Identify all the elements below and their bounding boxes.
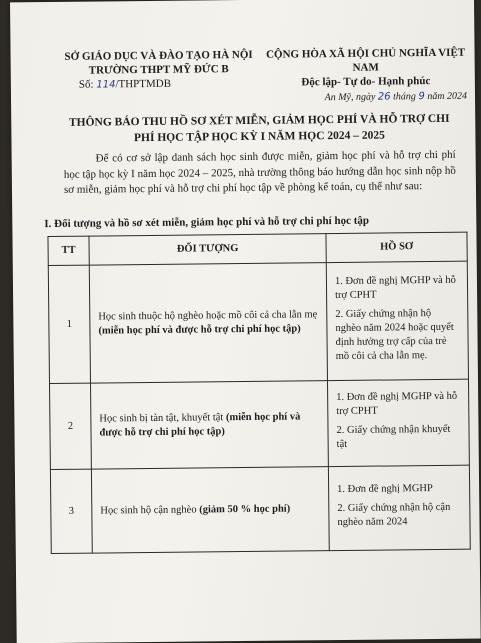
row-docs <box>327 379 469 466</box>
doc-item: 1. Đơn đề nghị MGHP <box>337 482 433 495</box>
nation-name: CỘNG HÒA XÃ HỘI CHỦ NGHĨA VIỆT NAM <box>265 46 466 74</box>
header-docs: HỒ SƠ <box>326 232 467 262</box>
table-row <box>50 379 470 469</box>
document-date <box>261 90 471 106</box>
department-name: SỞ GIÁO DỤC VÀ ĐÀO TẠO HÀ NỘI <box>64 48 253 63</box>
subject-benefit: (giảm 50 % học phí) <box>199 503 291 515</box>
number-handwritten: 114 <box>96 79 116 91</box>
number-suffix: /THPTMDB <box>115 77 172 91</box>
subject-text: Học sinh thuộc hộ nghèo hoặc mồ côi cả cha lẫn mẹ <box>98 308 318 323</box>
subject-text: Học sinh hộ cận nghèo <box>100 503 200 517</box>
date-month: 9 <box>418 91 425 103</box>
number-prefix: Số: <box>78 78 94 91</box>
document-page <box>10 0 481 643</box>
header-tt: TT <box>48 236 89 265</box>
doc-item: 1. Đơn đề nghị MGHP và hỗ trợ CPHT <box>336 390 458 417</box>
document-number <box>49 76 269 93</box>
row-subject <box>91 381 329 469</box>
section-heading: I. Đối tượng và hồ sơ xét miễn, giảm học phí và hỗ trợ chi phí học tập <box>44 214 370 231</box>
row-number: 3 <box>50 469 92 553</box>
subject-benefit: (miễn học phí và được hỗ trợ chi phí học tập) <box>98 322 301 337</box>
document-title <box>59 111 459 147</box>
table-header-row <box>48 232 467 265</box>
row-docs <box>328 465 470 550</box>
subject-benefit: (miễn học phí và được hỗ trợ chi phí học tập) <box>99 410 301 439</box>
subject-text: Học sinh bị tàn tật, khuyết tật <box>99 411 226 425</box>
doc-item: 1. Đơn đề nghị MGHP và hỗ trợ CPHT <box>334 274 456 301</box>
school-name: TRƯỜNG THPT MỸ ĐỨC B <box>88 63 229 77</box>
intro-paragraph: Để có cơ sở lập danh sách học sinh được miễn, giảm học phí và hỗ trợ chi phí học tập học kỳ I năm học 2024 – 2025, nhà trường thông báo hướng dẫn học sinh nộp hồ sơ miễn, giảm học phí và hỗ trợ chi phí học tập về phòng kế toán, cụ thể như sau: <box>63 148 456 196</box>
doc-item: 2. Giấy chứng nhận khuyết tật <box>336 423 451 450</box>
row-subject <box>89 263 327 383</box>
table-row <box>48 261 468 383</box>
row-subject <box>91 467 329 553</box>
doc-item: 2. Giấy chứng nhận hộ cận nghèo năm 2024 <box>337 501 451 528</box>
table-row <box>50 465 470 553</box>
national-motto: Độc lập- Tự do- Hạnh phúc <box>301 75 431 89</box>
title-line-2: PHÍ HỌC TẬP HỌC KỲ I NĂM HỌC 2024 – 2025 <box>133 129 385 145</box>
date-prefix: An Mỹ, ngày <box>324 91 376 104</box>
row-number: 2 <box>50 383 92 469</box>
row-number: 1 <box>48 265 90 383</box>
eligibility-table <box>47 232 470 554</box>
header-subject: ĐỐI TƯỢNG <box>89 234 326 265</box>
title-line-1: THÔNG BÁO THU HỒ SƠ XÉT MIỄN, GIẢM HỌC PHÍ VÀ HỖ TRỢ CHI <box>68 112 450 129</box>
date-suffix: năm 2024 <box>427 90 468 103</box>
header-left <box>49 48 269 93</box>
doc-item: 2. Giấy chứng nhận hộ nghèo năm 2024 hoặc quyết định hưởng trợ cấp của trẻ mồ côi cả cha lẫn mẹ. <box>335 307 454 362</box>
header-right <box>261 46 472 106</box>
row-docs <box>326 261 468 380</box>
date-mid: tháng <box>393 91 416 103</box>
date-day: 26 <box>377 91 391 103</box>
